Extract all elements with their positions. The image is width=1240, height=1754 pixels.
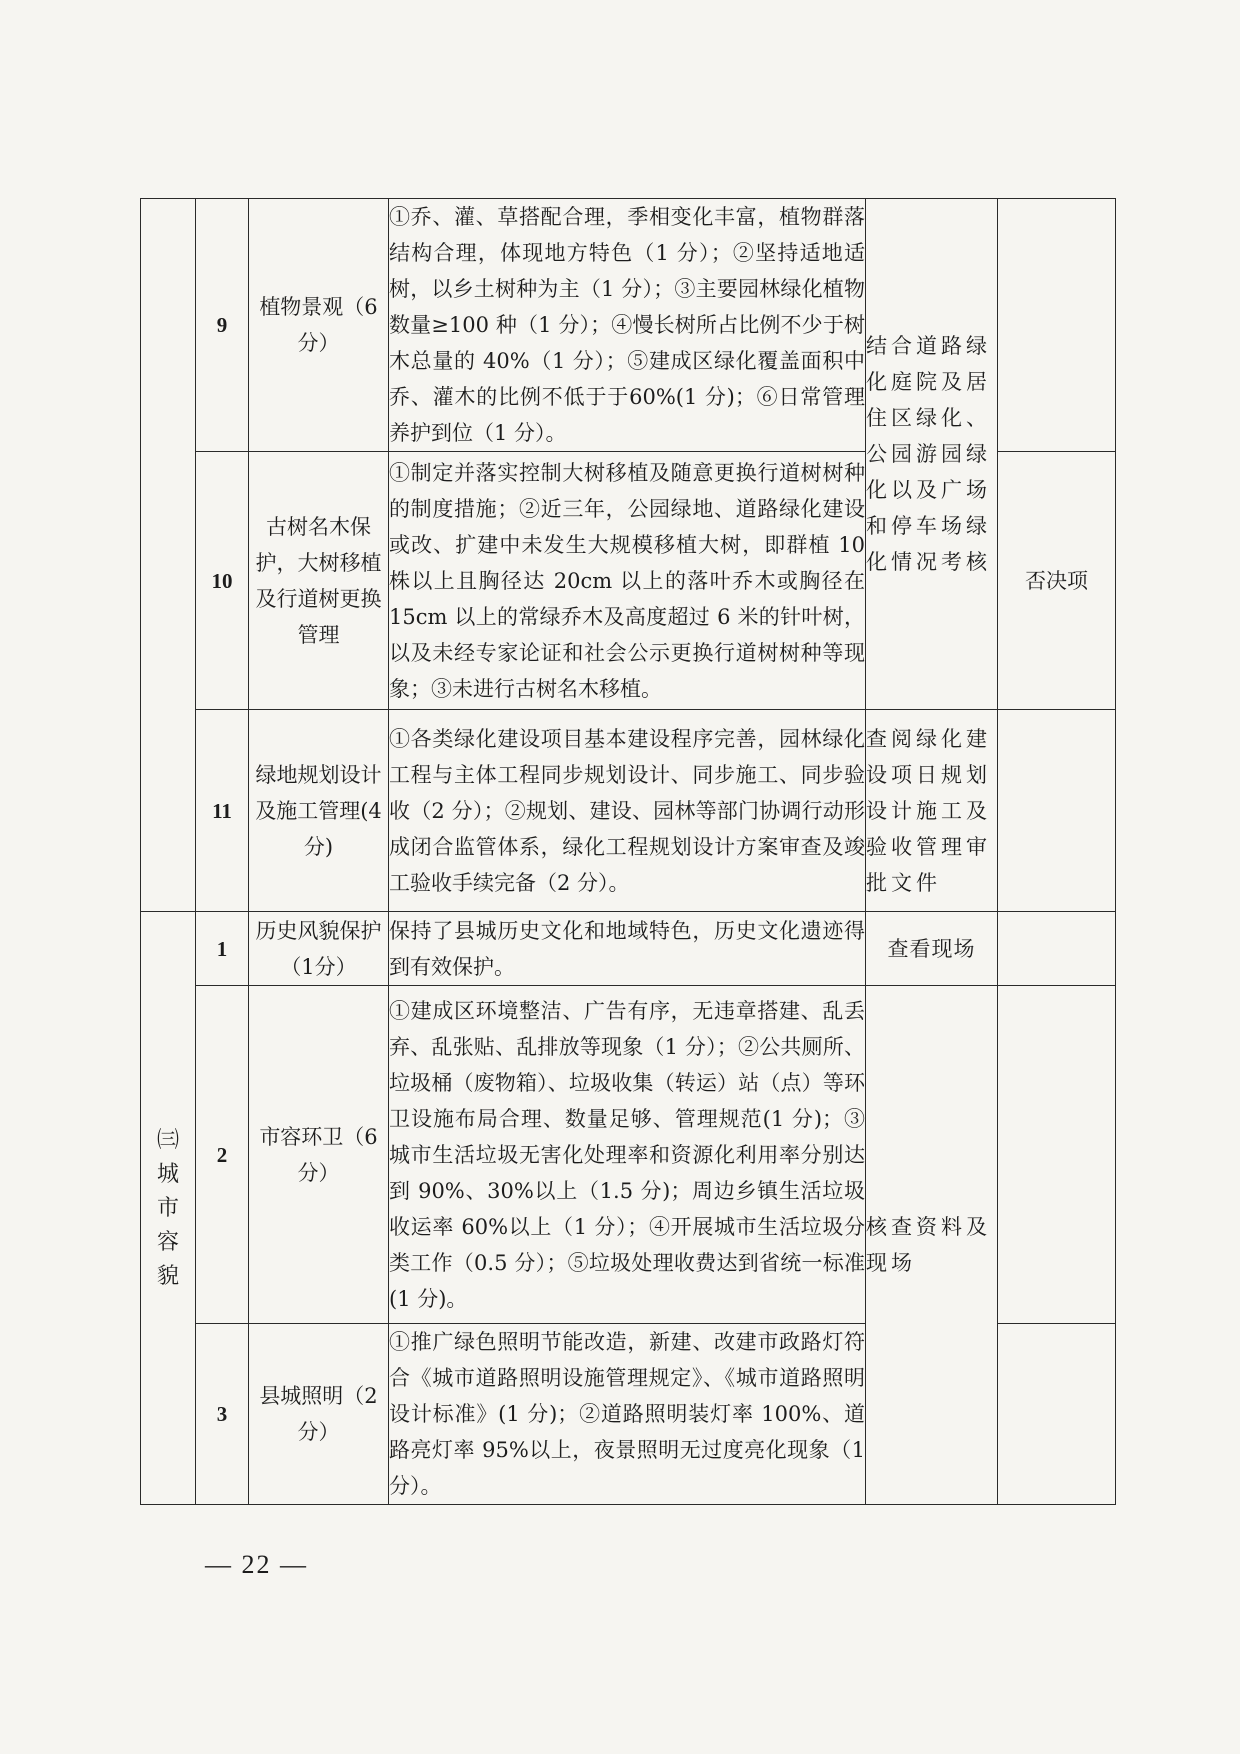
page-number: — 22 — [205, 1550, 308, 1579]
row-number: 9 [196, 199, 249, 452]
section-cell-prev [141, 199, 196, 912]
remark-veto: 否决项 [998, 452, 1116, 710]
item-name: 历史风貌保护（1分） [249, 912, 389, 986]
item-name: 古树名木保护，大树移植及行道树更换管理 [249, 452, 389, 710]
section-cell-city [141, 912, 196, 1505]
section-mark: ㈢ [156, 1128, 179, 1153]
item-content: ①推广绿色照明节能改造，新建、改建市政路灯符合《城市道路照明设施管理规定》、《城市道路照明设计标准》(1 分)；②道路照明装灯率 100%、道路亮灯率 95%以上，夜景照明无过度亮化现象（1 分）。 [389, 1324, 866, 1505]
item-name: 市容环卫（6 分） [249, 986, 389, 1324]
item-name: 植物景观（6 分） [249, 199, 389, 452]
method-green: 结合道路绿化庭院及居住区绿化、公园游园绿化以及广场和停车场绿化情况考核 [866, 199, 998, 710]
item-name: 县城照明（2 分） [249, 1324, 389, 1505]
row-number: 11 [196, 710, 249, 912]
section-label: 城市容貌 [156, 1162, 179, 1289]
item-content: ①各类绿化建设项目基本建设程序完善，园林绿化工程与主体工程同步规划设计、同步施工、同步验收（2 分）；②规划、建设、园林等部门协调行动形成闭合监管体系，绿化工程规划设计方案审查及竣工验收手续完备（2 分）。 [389, 710, 866, 912]
method-review: 查阅绿化建设项日规划设计施工及验收管理审批文件 [866, 710, 998, 912]
item-content: 保持了县城历史文化和地域特色，历史文化遗迹得到有效保护。 [389, 912, 866, 986]
evaluation-table [140, 198, 1116, 1505]
item-name: 绿地规划设计及施工管理(4 分) [249, 710, 389, 912]
row-number: 1 [196, 912, 249, 986]
remark-empty [998, 1324, 1116, 1505]
table-row-9 [141, 199, 1116, 452]
item-content: ①制定并落实控制大树移植及随意更换行道树树种的制度措施；②近三年，公园绿地、道路绿化建设或改、扩建中未发生大规模移植大树，即群植 10 株以上且胸径达 20cm 以上的落叶乔木或胸径在 15cm 以上的常绿乔木及高度超过 6 米的针叶树，以及未经专家论证和社会公示更换行道树树种等现象；③未进行古树名木移植。 [389, 452, 866, 710]
row-number: 3 [196, 1324, 249, 1505]
item-content: ①乔、灌、草搭配合理，季相变化丰富，植物群落结构合理，体现地方特色（1 分）；②坚持适地适树，以乡土树种为主（1 分）；③主要园林绿化植物数量≥100 种（1 分）；④慢长树所占比例不少于树木总量的 40%（1 分）；⑤建成区绿化覆盖面积中乔、灌木的比例不低于于60%(1 分)；⑥日常管理养护到位（1 分）。 [389, 199, 866, 452]
remark-empty [998, 912, 1116, 986]
table-row-s3-1 [141, 912, 1116, 986]
table-row-s3-2 [141, 986, 1116, 1324]
method-city: 核查资料及现场 [866, 986, 998, 1505]
table-row-11 [141, 710, 1116, 912]
remark-empty [998, 199, 1116, 452]
remark-empty [998, 986, 1116, 1324]
row-number: 2 [196, 986, 249, 1324]
method-site: 查看现场 [866, 912, 998, 986]
remark-empty [998, 710, 1116, 912]
row-number: 10 [196, 452, 249, 710]
item-content: ①建成区环境整洁、广告有序，无违章搭建、乱丢弃、乱张贴、乱排放等现象（1 分）；②公共厕所、垃圾桶（废物箱）、垃圾收集（转运）站（点）等环卫设施布局合理、数量足够、管理规范(1 分)；③城市生活垃圾无害化处理率和资源化利用率分别达到 90%、30%以上（1.5 分)；周边乡镇生活垃圾收运率 60%以上（1 分）；④开展城市生活垃圾分类工作（0.5 分）；⑤垃圾处理收费达到省统一标准(1 分)。 [389, 986, 866, 1324]
